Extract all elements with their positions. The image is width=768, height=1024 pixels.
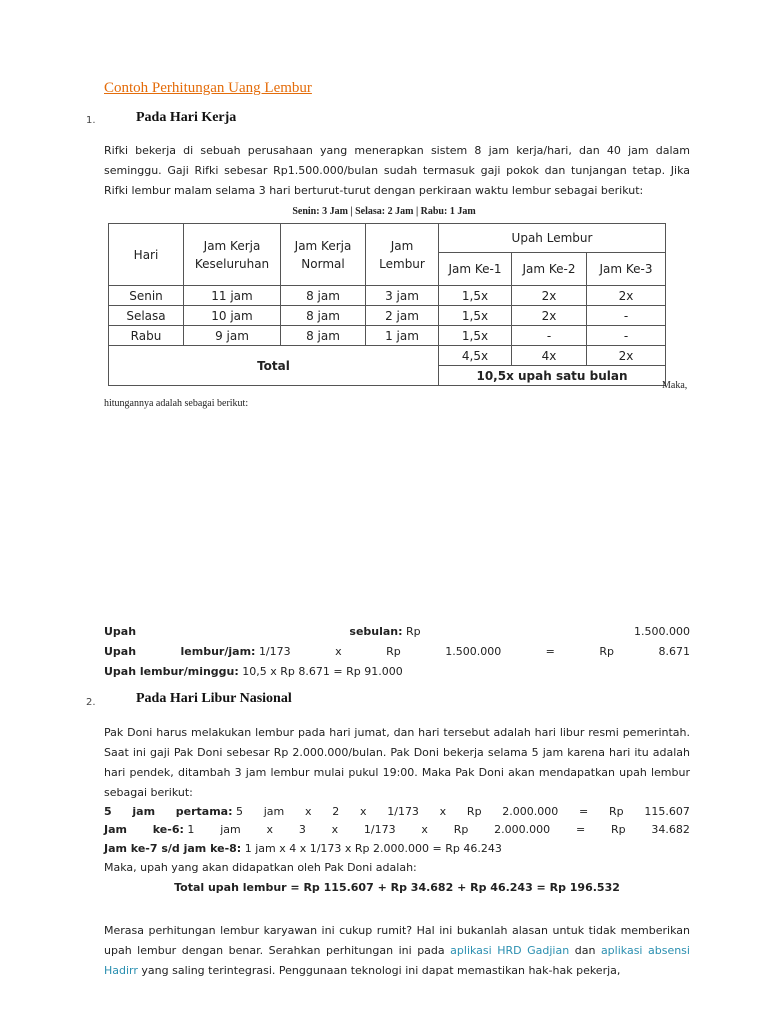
cell-k1: 1,5x [439, 286, 512, 306]
calc-block-1 [104, 622, 690, 682]
header-jam-kerja-line1: Jam Kerja [203, 238, 261, 253]
calc-term: jam [220, 823, 241, 836]
after-table-text-1: Maka, [662, 380, 688, 391]
calc-term [153, 821, 195, 839]
cell-k3: - [587, 326, 666, 346]
cell-k2: 2x [512, 306, 587, 326]
calc-term: x [439, 805, 447, 818]
calc-value: 10,5 x Rp 8.671 = Rp 91.000 [242, 665, 403, 678]
calc-line-jam-ke7 [104, 839, 690, 859]
calc-line-jam-ke6 [104, 821, 690, 839]
calc-term: Rp [453, 823, 469, 836]
calc-term: 1/173 [258, 645, 291, 658]
calc-term: x [421, 823, 428, 836]
cell-kerja: 9 jam [184, 326, 281, 346]
closing-text [104, 921, 690, 981]
calc-term: jam [263, 805, 285, 818]
cell-normal: 8 jam [281, 326, 366, 346]
total-k2: 4x [512, 346, 587, 366]
closing-text-3: yang saling terintegrasi. Penggunaan teknologi ini dapat memastikan hak-hak pekerja, [137, 964, 621, 977]
calc-term: 5 [104, 805, 112, 818]
cell-k3: - [587, 306, 666, 326]
calc-term: 1/173 [363, 823, 396, 836]
table-row [109, 326, 666, 346]
calc-term: x [305, 805, 312, 818]
calc-line-lembur-minggu [104, 662, 690, 682]
page-title: Contoh Perhitungan Uang Lembur [104, 80, 312, 96]
after-table-text-2: hitungannya adalah sebagai berikut: [104, 398, 249, 409]
calc-term: = [545, 645, 555, 658]
calc-term: Rp [386, 645, 401, 658]
header-normal-line2: Normal [301, 256, 345, 271]
calc-line-5-jam [104, 803, 690, 821]
header-normal-line1: Jam Kerja [294, 238, 352, 253]
header-upah-lembur: Upah Lembur [439, 224, 666, 253]
calc-term: 34.682 [651, 823, 690, 836]
closing-text-2: dan [569, 944, 601, 957]
section1-heading: Pada Hari Kerja [136, 110, 237, 125]
calc-mid-label: lembur/jam: [180, 645, 256, 658]
cell-hari: Selasa [109, 306, 184, 326]
cell-lembur: 2 jam [366, 306, 439, 326]
link-aplikasi-hrd-gadjian[interactable]: aplikasi HRD Gadjian [450, 944, 570, 957]
calc-term-value: 1 [187, 823, 195, 836]
cell-k2: 2x [512, 286, 587, 306]
calc-term: x [359, 805, 367, 818]
calc-value: 1.500.000 [634, 625, 690, 638]
calc-text: Maka, upah yang akan didapatkan oleh Pak Doni adalah: [104, 861, 417, 874]
section2-heading: Pada Hari Libur Nasional [136, 691, 292, 706]
cell-k2: - [512, 326, 587, 346]
header-lembur [366, 224, 439, 286]
cell-hari: Rabu [109, 326, 184, 346]
calc-value: 1 jam x 4 x 1/173 x Rp 2.000.000 = Rp 46.243 [244, 842, 502, 855]
cell-kerja: 10 jam [184, 306, 281, 326]
cell-normal: 8 jam [281, 286, 366, 306]
calc-term: x [331, 823, 339, 836]
calc-mid-label: sebulan: [349, 625, 403, 638]
section2-paragraph [104, 723, 690, 803]
calc-mid [349, 622, 420, 642]
calc-term: 2.000.000 [494, 823, 551, 836]
cell-k1: 1,5x [439, 306, 512, 326]
calc-term: jam [132, 805, 156, 818]
overtime-table [108, 223, 666, 386]
calc-term: Rp [608, 805, 624, 818]
calc-mid [181, 642, 291, 662]
calc-term: = [579, 805, 589, 818]
cell-kerja: 11 jam [184, 286, 281, 306]
calc-term: Rp [599, 645, 614, 658]
header-normal [281, 224, 366, 286]
cell-k3: 2x [587, 286, 666, 306]
closing-paragraph [104, 921, 690, 981]
total-k3: 2x [587, 346, 666, 366]
table-row [109, 286, 666, 306]
cell-hari: Senin [109, 286, 184, 306]
calc-term: Rp [466, 805, 482, 818]
calc-line-lembur-jam [104, 642, 690, 662]
calc-term: Rp [610, 823, 626, 836]
calc-term: x [335, 645, 342, 658]
calc-label: Upah [104, 625, 137, 638]
header-lembur-line1: Jam [390, 238, 414, 253]
calc-term: 2.000.000 [502, 805, 559, 818]
closing-text-1: Merasa perhitungan lembur karyawan ini cukup rumit? Hal ini bukanlah alasan untuk tidak memberikan upah lembur dengan benar. Serahkan perhitungan ini pada [104, 924, 690, 957]
calc-term-label: pertama: [175, 805, 233, 818]
calc-label: Upah [104, 645, 137, 658]
calc-term: 1.500.000 [445, 645, 502, 658]
calc-term: 1/173 [387, 805, 419, 818]
calc-term: 3 [298, 823, 306, 836]
header-jam-kerja-line2: Keseluruhan [194, 256, 270, 271]
calc-term: = [575, 823, 586, 836]
header-jam-ke2: Jam Ke-2 [512, 253, 587, 286]
calc-term: 8.671 [658, 645, 690, 658]
cell-k1: 1,5x [439, 326, 512, 346]
table-row [109, 306, 666, 326]
total-k1: 4,5x [439, 346, 512, 366]
section1-paragraph [104, 141, 690, 201]
calc-term: Jam [104, 823, 127, 836]
section2-paragraph-text: Pak Doni harus melakukan lembur pada hari jumat, dan hari tersebut adalah hari libur resmi pemerintah. Saat ini gaji Pak Doni sebesar Rp 2.000.000/bulan. Pak Doni bekerja selama 5 jam karena hari itu adalah hari pendek, ditambah 3 jam lembur mulai pukul 19:00. Maka Pak Doni akan mendapatkan upah lembur sebagai berikut: [104, 726, 690, 799]
calc-label: Upah lembur/minggu: [104, 665, 239, 678]
section2-number: 2. [86, 697, 96, 708]
calc-term-value: 5 [236, 805, 244, 818]
calc-term: 115.607 [644, 805, 690, 818]
grand-total: 10,5x upah satu bulan [439, 366, 666, 386]
calc-term: x [266, 823, 274, 836]
header-jam-ke3: Jam Ke-3 [587, 253, 666, 286]
cell-lembur: 1 jam [366, 326, 439, 346]
calc-line-upah-sebulan [104, 622, 690, 642]
calc-label: Jam ke-7 s/d jam ke-8: [104, 842, 242, 855]
header-jam-ke1: Jam Ke-1 [439, 253, 512, 286]
calc-block-2 [104, 803, 690, 899]
header-lembur-line2: Lembur [379, 256, 425, 271]
section1-paragraph-text: Rifki bekerja di sebuah perusahaan yang menerapkan sistem 8 jam kerja/hari, dan 40 jam dalam seminggu. Gaji Rifki sebesar Rp1.500.000/bulan sudah termasuk gaji pokok dan tunjangan tetap. Jika Rifki lembur malam selama 3 hari berturut-turut dengan perkiraan waktu lembur sebagai berikut: [104, 144, 690, 197]
cell-normal: 8 jam [281, 306, 366, 326]
header-jam-kerja [184, 224, 281, 286]
total-label: Total [109, 346, 439, 386]
calc-term: 2 [332, 805, 340, 818]
link-aplikasi-absensi-hadirr[interactable]: aplikasi absensi Hadirr [104, 944, 690, 977]
calc-rp: Rp [406, 625, 421, 638]
calc-term [176, 803, 243, 821]
cell-lembur: 3 jam [366, 286, 439, 306]
calc-line-maka [104, 859, 690, 877]
header-hari: Hari [109, 224, 184, 286]
total-upah-lembur: Total upah lembur = Rp 115.607 + Rp 34.682 + Rp 46.243 = Rp 196.532 [174, 881, 620, 894]
section1-number: 1. [86, 115, 96, 126]
calc-term-label: ke-6: [152, 823, 184, 836]
table-caption: Senin: 3 Jam | Selasa: 2 Jam | Rabu: 1 Jam [292, 206, 476, 217]
